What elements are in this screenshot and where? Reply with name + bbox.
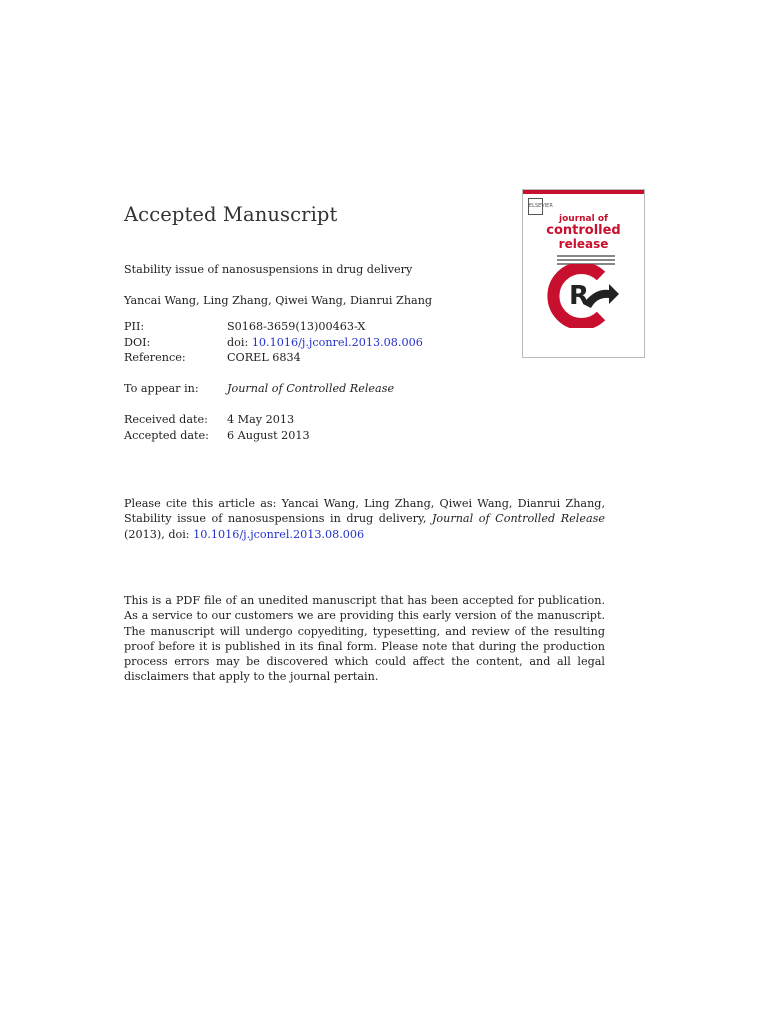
cover-top-bar xyxy=(523,190,644,194)
citation-paragraph xyxy=(124,496,605,542)
article-title: Stability issue of nanosuspensions in drug delivery xyxy=(124,263,413,276)
citation-doi-link[interactable]: 10.1016/j.jconrel.2013.08.006 xyxy=(193,527,365,541)
accepted-label: Accepted date: xyxy=(124,429,209,442)
accepted-value: 6 August 2013 xyxy=(227,429,310,442)
citation-doi-prefix: doi: xyxy=(168,527,194,541)
appear-label: To appear in: xyxy=(124,382,199,395)
author-list: Yancai Wang, Ling Zhang, Qiwei Wang, Dianrui Zhang xyxy=(124,294,433,307)
citation-text: Please cite this article as: Yancai Wang, Ling Zhang, Qiwei Wang, Dianrui Zhang, Stability issue of nanosuspensions in drug delivery, xyxy=(124,497,605,526)
doi-prefix: doi: xyxy=(227,336,249,349)
citation-journal: Journal of Controlled Release xyxy=(431,512,605,526)
cover-title-line1: journal of xyxy=(559,214,608,224)
page-title: Accepted Manuscript xyxy=(124,203,338,226)
citation-year: (2013), xyxy=(124,527,165,541)
appear-value: Journal of Controlled Release xyxy=(227,382,395,395)
pii-label: PII: xyxy=(124,320,145,333)
cover-subtitle-line xyxy=(557,259,615,261)
cover-subtitle-line xyxy=(557,255,615,257)
elsevier-logo-icon: ELSEVIER xyxy=(528,198,543,215)
cover-title-line3: release xyxy=(558,237,609,251)
received-value: 4 May 2013 xyxy=(227,413,295,426)
disclaimer-paragraph: This is a PDF file of an unedited manuscript that has been accepted for publication. As a service to our customers we are providing this early version of the manuscript. The manuscript will undergo copyediting, typesetting, and review of the resulting proof before it is published in its final form. Please note that during the production process errors may be discovered which could affect the content, and all legal disclaimers that apply to the journal pertain. xyxy=(124,594,605,684)
reference-value: COREL 6834 xyxy=(227,351,301,364)
journal-cover xyxy=(522,189,645,358)
doi-label: DOI: xyxy=(124,336,151,349)
pii-value: S0168-3659(13)00463-X xyxy=(227,320,366,333)
doi-link[interactable]: 10.1016/j.jconrel.2013.08.006 xyxy=(251,336,423,349)
received-label: Received date: xyxy=(124,413,208,426)
cr-logo-icon xyxy=(547,264,621,328)
svg-text:R: R xyxy=(569,281,590,311)
cover-title-line2: controlled xyxy=(546,223,621,238)
doi-field xyxy=(227,335,423,350)
reference-label: Reference: xyxy=(124,351,186,364)
